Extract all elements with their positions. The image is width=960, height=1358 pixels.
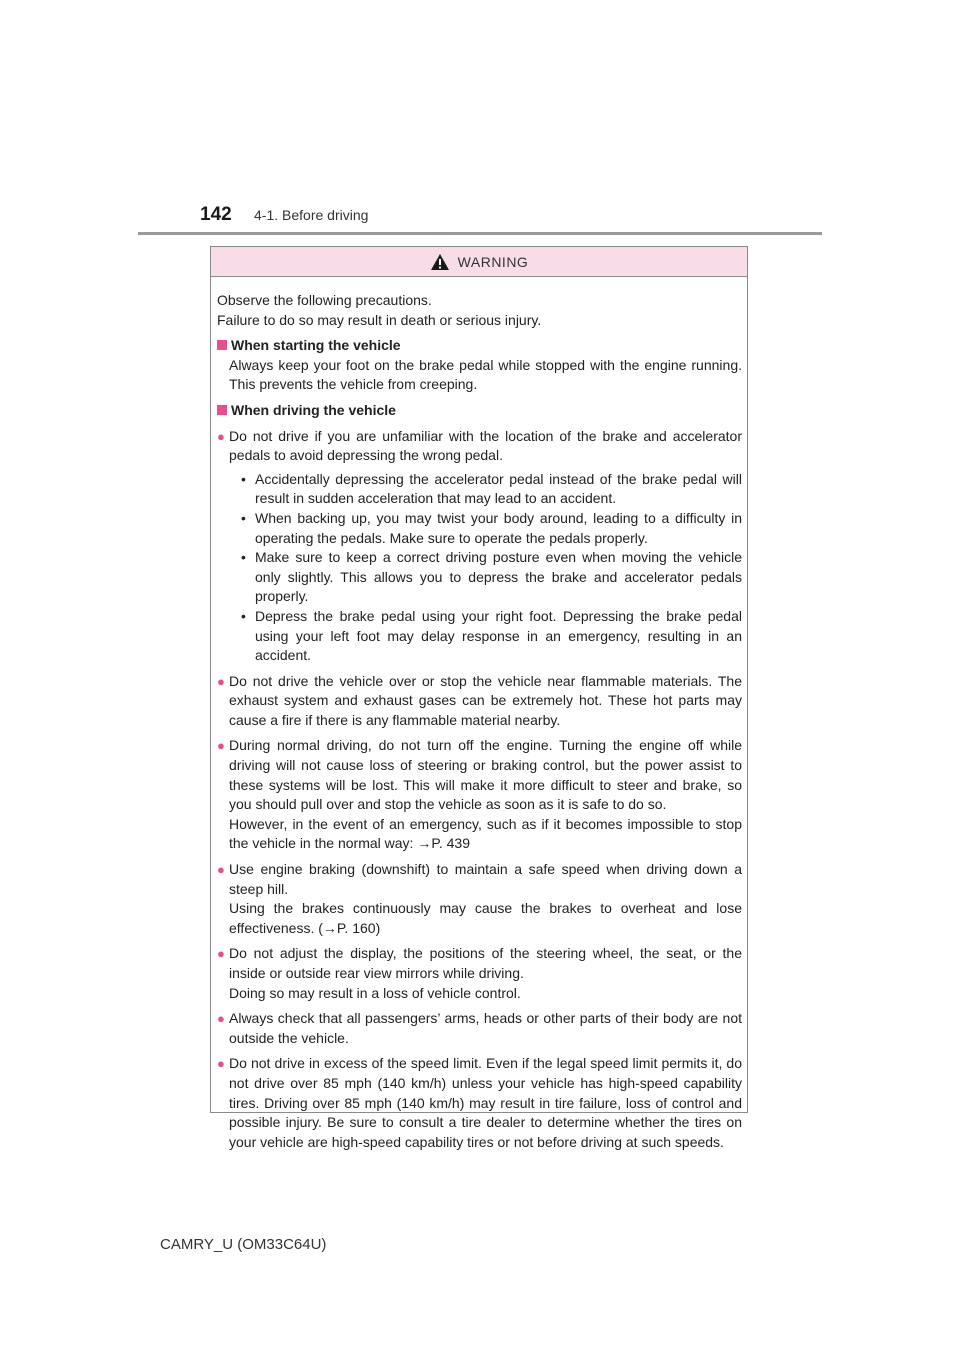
bullet-text: Do not adjust the display, the positions of the steering wheel, the seat, or the inside or outside rear view mirrors while driving. xyxy=(229,945,742,981)
circle-bullet-icon: ● xyxy=(217,428,225,444)
warning-label: WARNING xyxy=(457,253,529,270)
page-number: 142 xyxy=(200,204,232,225)
header-divider xyxy=(138,232,822,235)
subheading-starting xyxy=(217,336,742,356)
bullet-item xyxy=(217,860,742,938)
warning-body xyxy=(211,277,747,1152)
warning-header xyxy=(211,247,747,277)
bullet-item xyxy=(217,427,742,666)
sub-list xyxy=(229,470,742,666)
bullet-text: Do not drive the vehicle over or stop the vehicle near flammable materials. The exhaust system and exhaust gases can be extremely hot. These hot parts may cause a fire if there is any flammable material nearby. xyxy=(229,672,742,728)
page-header xyxy=(200,204,368,226)
bullet-item xyxy=(217,736,742,854)
circle-bullet-icon: ● xyxy=(217,738,225,754)
bullet-item xyxy=(217,1054,742,1152)
manual-code: CAMRY_U (OM33C64U) xyxy=(160,1236,327,1253)
bullet-text: During normal driving, do not turn off the engine. Turning the engine off while driving will not cause loss of steering or braking control, but the power assist to these systems will be lost. This will make it more difficult to steer and brake, so you should pull over and stop the vehicle as soon as it is safe to do so. xyxy=(229,737,742,813)
starting-text: Always keep your foot on the brake pedal while stopped with the engine running. This prevents the vehicle from creeping. xyxy=(229,356,742,393)
bullet-item xyxy=(217,1009,742,1048)
circle-bullet-icon: ● xyxy=(217,1056,225,1072)
bullet-text: Using the brakes continuously may cause the brakes to overheat and lose effectiveness. (→P. 160) xyxy=(229,900,742,936)
intro-line: Failure to do so may result in death or serious injury. xyxy=(217,311,542,328)
circle-bullet-icon: ● xyxy=(217,862,225,878)
square-bullet-icon xyxy=(217,340,227,350)
bullet-text: Do not drive if you are unfamiliar with the location of the brake and accelerator pedals to avoid depressing the wrong pedal. xyxy=(229,427,742,464)
warning-intro xyxy=(217,291,742,330)
bullet-text: Always check that all passengers’ arms, heads or other parts of their body are not outside the vehicle. xyxy=(229,1010,742,1046)
subheading-text: When driving the vehicle xyxy=(231,401,396,418)
warning-box xyxy=(210,246,748,1150)
sub-list-item: • Depress the brake pedal using your right foot. Depressing the brake pedal using your left foot may delay response in an emergency, resulting in an accident. xyxy=(241,607,742,664)
circle-bullet-icon: ● xyxy=(217,946,225,962)
subheading-driving xyxy=(217,401,742,421)
bullet-item xyxy=(217,944,742,1003)
warning-triangle-icon xyxy=(430,253,450,271)
circle-bullet-icon: ● xyxy=(217,1011,225,1027)
bullet-text: Doing so may result in a loss of vehicle control. xyxy=(229,984,521,1001)
section-title: 4-1. Before driving xyxy=(254,207,369,223)
circle-bullet-icon: ● xyxy=(217,673,225,689)
bullet-text: However, in the event of an emergency, such as if it becomes impossible to stop the vehicle in the normal way: →P. 439 xyxy=(229,815,742,852)
bullet-item xyxy=(217,672,742,731)
bullet-text: Use engine braking (downshift) to maintain a safe speed when driving down a steep hill. xyxy=(229,861,742,897)
sub-list-item: • Make sure to keep a correct driving posture even when moving the vehicle only slightly. This allows you to depress the brake and accelerator pedals properly. xyxy=(241,549,742,605)
sub-list-item: • Accidentally depressing the accelerator pedal instead of the brake pedal will result in sudden acceleration that may lead to an accident. xyxy=(241,470,742,507)
intro-line: Observe the following precautions. xyxy=(217,292,432,308)
bullet-text: Do not drive in excess of the speed limit. Even if the legal speed limit permits it, do not drive over 85 mph (140 km/h) unless your vehicle has high-speed capability tires. Driving over 85 mph (140 km/h) may result in tire failure, loss of control and possible injury. Be sure to consult a tire dealer to determine whether the tires on your vehicle are high-speed capability tires or not before driving at such speeds. xyxy=(229,1055,742,1150)
square-bullet-icon xyxy=(217,405,227,415)
subheading-text: When starting the vehicle xyxy=(231,337,401,354)
sub-list-item: • When backing up, you may twist your body around, leading to a difficulty in operating the pedals. Make sure to operate the pedals properly. xyxy=(241,509,742,546)
